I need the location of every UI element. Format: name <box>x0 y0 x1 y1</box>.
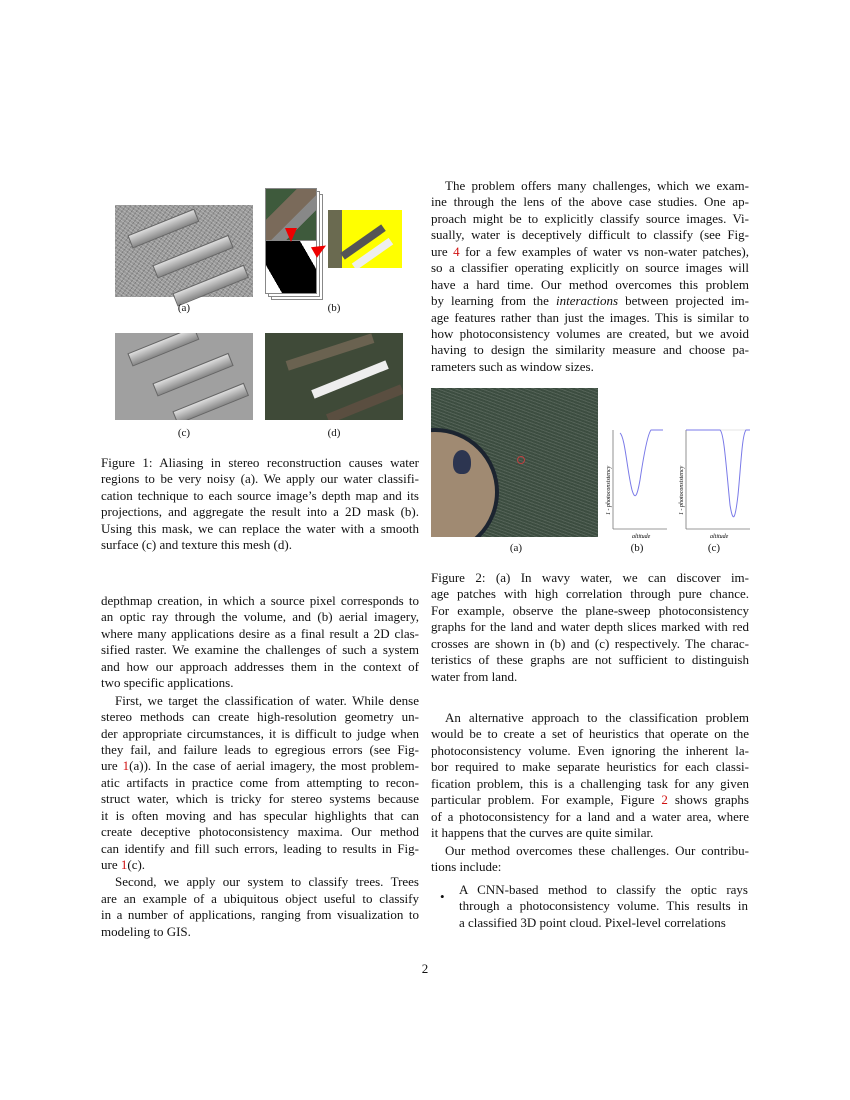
text-segment: ure <box>101 758 123 774</box>
figure1-d-textured-mesh <box>265 333 403 420</box>
x-axis-label: altitude <box>710 534 729 540</box>
emphasis: interactions <box>555 293 619 309</box>
text-line: Figure 2: (a) In wavy water, we can discover im- <box>431 570 749 585</box>
text-line: bor required to make separate heuristics for each classi- <box>431 759 749 775</box>
text-line: modeling to GIS. <box>101 923 191 939</box>
y-axis-label: 1 - photoconsistency <box>679 465 685 515</box>
text-line: it happens that the curves are quite similar. <box>431 825 654 841</box>
text-line: photoconsistency volume. Even ignoring the inherent la- <box>431 742 749 758</box>
text-line: proach might be to explicitly classify source images. Vi- <box>431 210 749 226</box>
text-line: stereo methods can create high-resolution geometry un- <box>101 709 419 725</box>
y-axis-label: 1 - photoconsistency <box>606 465 612 515</box>
text-line: der appropriate circumstances, it is difficult to judge when <box>101 725 419 741</box>
text-line: depthmap creation, in which a source pixel corresponds to <box>101 593 419 608</box>
text-line: graphs for the land and water depth slices marked with red <box>431 619 749 635</box>
text-line: an optic ray through the volume, and (b) aerial imagery, <box>101 609 419 625</box>
text-line: For example, observe the plane-sweep photoconsistency <box>431 602 749 618</box>
text-line: and how our approach addresses them in the context of <box>101 658 419 674</box>
figure1-b-water-mask <box>328 210 402 268</box>
reference-link[interactable]: 1 <box>122 758 130 774</box>
water-curve <box>686 430 750 517</box>
reference-link[interactable]: 4 <box>453 243 460 259</box>
text-line: have a hard time. Our method overcomes this problem <box>431 276 749 292</box>
text-line: can identify and fill such errors, leading to results in Fig- <box>101 840 419 856</box>
text-line: Our method overcomes these challenges. Our contribu- <box>445 842 749 858</box>
text-line <box>101 758 419 774</box>
text-line: projections, and aggregate the result into a 2D mask (b). <box>101 504 419 520</box>
text-segment: ure <box>431 243 454 259</box>
figure1-b-label: (b) <box>327 302 341 314</box>
text-line: how photoconsistency volumes are created, but we avoid <box>431 325 749 341</box>
text-line: water from land. <box>431 668 518 684</box>
reference-link[interactable]: 2 <box>661 792 668 808</box>
left-column-text <box>101 593 419 940</box>
text-line: The problem offers many challenges, which we exam- <box>445 178 749 193</box>
text-line: Second, we apply our system to classify trees. Trees <box>115 874 419 890</box>
figure2-c-water-graph <box>678 425 750 543</box>
figure1-c-label: (c) <box>177 427 191 439</box>
down-arrow-icon <box>285 228 297 242</box>
text-line: teristics of these graphs are not sufficient to distinguish <box>431 652 749 668</box>
text-line: First, we target the classification of water. While dense <box>115 692 419 708</box>
text-line: surface (c) and texture this mesh (d). <box>101 537 292 553</box>
text-segment: by learning from the <box>431 293 556 309</box>
text-line: sually, water is deceptively difficult to classify (see Fig- <box>431 227 749 243</box>
text-segment: for a few examples of water vs non-water patches), <box>459 243 749 259</box>
text-line: crosses are shown in (b) and (c) respectively. The charac- <box>431 635 749 651</box>
text-line: regions to be very noisy (a). We apply our water classifi- <box>101 471 419 487</box>
text-line: create deceptive photoconsistency maxima. Our method <box>101 824 419 840</box>
text-line: age patches with high correlation through pure chance. <box>431 586 749 602</box>
text-line: where many applications desire as a final result a 2D clas- <box>101 625 419 641</box>
text-line: two specific applications. <box>101 675 234 691</box>
text-segment: shows graphs <box>667 792 749 808</box>
text-line: Figure 1: Aliasing in stereo reconstruction causes water <box>101 455 419 470</box>
text-line: struct water, which is tricky for stereo systems because <box>101 791 419 807</box>
figure1-d-label: (d) <box>327 427 341 439</box>
figure2-b-land-graph <box>605 425 667 543</box>
text-line <box>431 293 749 309</box>
text-line: ine through the lens of the above case studies. One ap- <box>431 194 749 210</box>
figure2-a-wavy-water-photo <box>431 388 598 537</box>
text-line: A CNN-based method to classify the optic rays <box>459 882 748 897</box>
text-line: of a photoconsistency for a land and a water area, where <box>431 808 749 824</box>
page-number: 2 <box>421 961 429 976</box>
figure2-c-label: (c) <box>707 542 721 554</box>
figure1-c-smoothed-surface <box>115 333 253 420</box>
text-line: atic artifacts in practice come from attempting to recon- <box>101 774 419 790</box>
text-line <box>101 857 419 873</box>
text-line <box>431 244 749 260</box>
text-line: fication problem, this is a challenging task for any given <box>431 775 749 791</box>
text-line <box>431 792 749 808</box>
contribution-bullet <box>459 882 748 931</box>
text-line: having to design the similarity measure and choose pa- <box>431 342 749 358</box>
figure1-caption <box>101 455 419 554</box>
text-segment: (a)). In the case of aerial imagery, the most problem- <box>129 758 419 774</box>
right-column-text-bottom <box>431 710 749 875</box>
right-column-text-top <box>431 178 749 375</box>
text-line: cation technique to each source image’s depth map and its <box>101 487 419 503</box>
figure1-a-label: (a) <box>177 302 191 314</box>
figure2-a-label: (a) <box>509 542 523 554</box>
text-line: tions include: <box>431 858 502 874</box>
text-line: are an example of a ubiquitous object useful to classify <box>101 890 419 906</box>
figure2-b-label: (b) <box>630 542 644 554</box>
land-curve <box>620 430 663 496</box>
text-line: would be to create a set of heuristics that operate on the <box>431 726 749 742</box>
text-line: it is often moving and has specular highlights that can <box>101 807 419 823</box>
text-line: they fail, and failure leads to egregious errors (see Fig- <box>101 741 419 757</box>
red-cross-marker <box>517 456 525 464</box>
text-segment: particular problem. For example, Figure <box>431 792 662 808</box>
text-line: in a number of applications, ranging from visualization to <box>101 907 419 923</box>
figure2-caption <box>431 570 749 685</box>
text-line: sified raster. We examine the challenges of such a system <box>101 642 419 658</box>
text-segment: between projected im- <box>618 293 749 309</box>
text-segment: ure <box>101 857 121 872</box>
text-line: rameters such as window sizes. <box>431 358 594 374</box>
text-line: through a photoconsistency volume. This results in <box>459 898 748 914</box>
text-segment: (c). <box>127 857 146 872</box>
text-line: Using this mask, we can replace the water with a smooth <box>101 520 419 536</box>
reference-link[interactable]: 1 <box>120 857 128 872</box>
text-line: so a classifier operating explicitly on source images will <box>431 260 749 276</box>
text-line: a classified 3D point cloud. Pixel-level correlations <box>459 914 726 930</box>
figure1-a-noisy-depth-image <box>115 205 253 297</box>
text-line: An alternative approach to the classification problem <box>445 710 749 725</box>
bullet-symbol: • <box>440 889 445 904</box>
text-line: age features rather than just the images. This is similar to <box>431 309 749 325</box>
x-axis-label: altitude <box>632 534 651 540</box>
